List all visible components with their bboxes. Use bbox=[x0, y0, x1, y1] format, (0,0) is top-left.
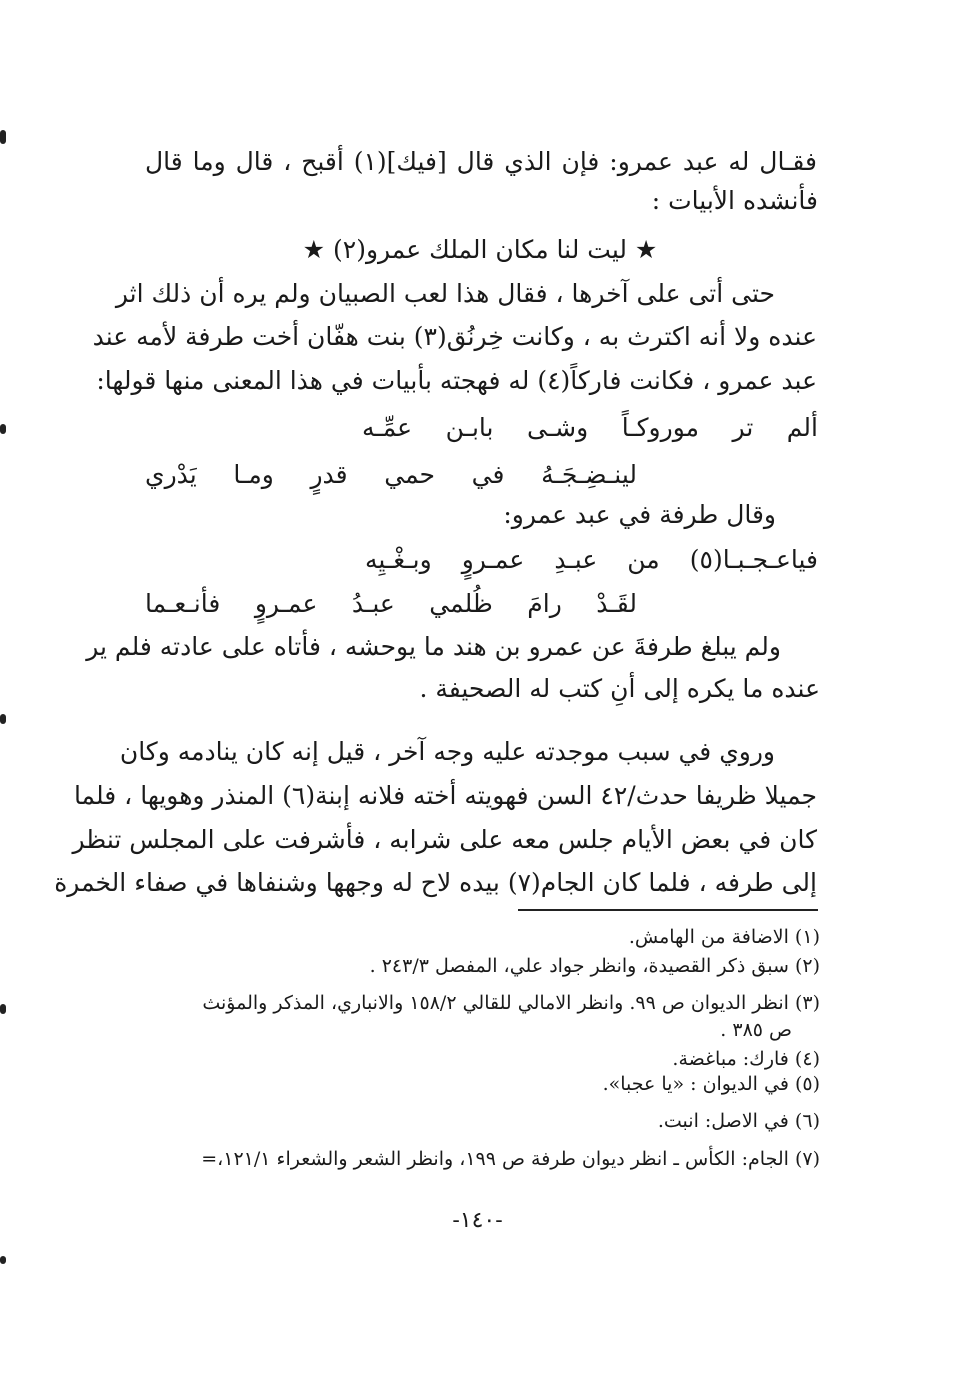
text-line: عنده ولا أنه اكترث به ، وكانت خِرنُق(٣) بنت هفّان أخت طرفة لأمه عند bbox=[92, 322, 817, 351]
footnote: (٥) في الديوان : «يا عجبا». bbox=[602, 1073, 820, 1095]
verse-line: لينـضِـجَـهُ في حمي قدرٍ ومـا يَدْري bbox=[145, 460, 637, 489]
verse-line: فياعـجـبـا(٥) من عبـدِ عمـروٍ وبـغْـيِه bbox=[365, 545, 818, 574]
footnote: ص ٣٨٥ . bbox=[720, 1019, 792, 1041]
text-line: جميلا ظريفا حدث/٤٢ السن فهويته أخته فلانه إبنة(٦) المنذر وهويها ، فلما bbox=[73, 781, 817, 810]
margin-mark bbox=[0, 1004, 6, 1014]
text-line: ولم يبلغ طرفةَ عن عمرو بن هند ما يوحشه ، فأتاه على عادته فلم ير bbox=[86, 632, 781, 661]
verse-line: لقَـدْ رامَ ظُلمي عبـدُ عمـروٍ فأنـعـما bbox=[145, 589, 637, 618]
margin-mark bbox=[0, 714, 6, 724]
footnote: (١) الاضافة من الهامش. bbox=[628, 926, 820, 948]
margin-mark bbox=[0, 424, 6, 434]
text-line: عبد عمرو ، فكانت فاركاً(٤) له فهجته بأبيات في هذا المعنى منها قولها: bbox=[96, 366, 817, 395]
text-line: عنده ما يكره إلى أنِ كتب له الصحيفة . bbox=[419, 674, 820, 703]
text-line: فأنشده الأبيات : bbox=[651, 186, 818, 215]
footnote: (٢) سبق ذكر القصيدة، وانظر جواد علي، المفصل ٢٤٣/٣ . bbox=[369, 955, 820, 977]
footnote-rule bbox=[518, 909, 818, 911]
page-number: -١٤٠- bbox=[452, 1208, 503, 1233]
verse-line: ★ ليت لنا مكان الملك عمرو(٢) ★ bbox=[302, 235, 658, 264]
margin-mark bbox=[0, 130, 6, 144]
footnote: (٦) في الاصل: انبت. bbox=[657, 1110, 820, 1132]
footnote: (٣) انظر الديوان ص ٩٩. وانظر الامالي للقالي ١٥٨/٢ والانباري، المذكر والمؤنث bbox=[202, 992, 820, 1014]
footnote: (٤) فارك: مباغضة. bbox=[672, 1048, 820, 1070]
text-line: فقـال له عبد عمرو: فإن الذي قال [فيك](١) أقبح ، قال وما قال bbox=[145, 147, 817, 176]
verse-line: ألم تر موروكـاً وشـى بابـن عمِّـه bbox=[362, 413, 818, 442]
text-line: حتى أتى على آخرها ، فقال هذا لعب الصبيان ولم يره أن ذلك اثر bbox=[115, 279, 775, 308]
text-line: كان في بعض الأيام جلس معه على شرابه ، فأشرفت على المجلس تنظر bbox=[72, 825, 817, 854]
text-line: وقال طرفة في عبد عمرو: bbox=[503, 500, 776, 529]
text-line: وروي في سبب موجدته عليه وجه آخر ، قيل إنه كان ينادمه وكان bbox=[119, 737, 775, 766]
margin-mark bbox=[0, 1256, 6, 1264]
footnote: (٧) الجام: الكأس ـ انظر ديوان طرفة ص ١٩٩، وانظر الشعر والشعراء ١٢١/١،= bbox=[201, 1148, 820, 1170]
text-line: إلى طرفه ، فلما كان الجام(٧) بيده لاح له وجهها وشنفاها في صفاء الخمرة bbox=[54, 868, 817, 897]
